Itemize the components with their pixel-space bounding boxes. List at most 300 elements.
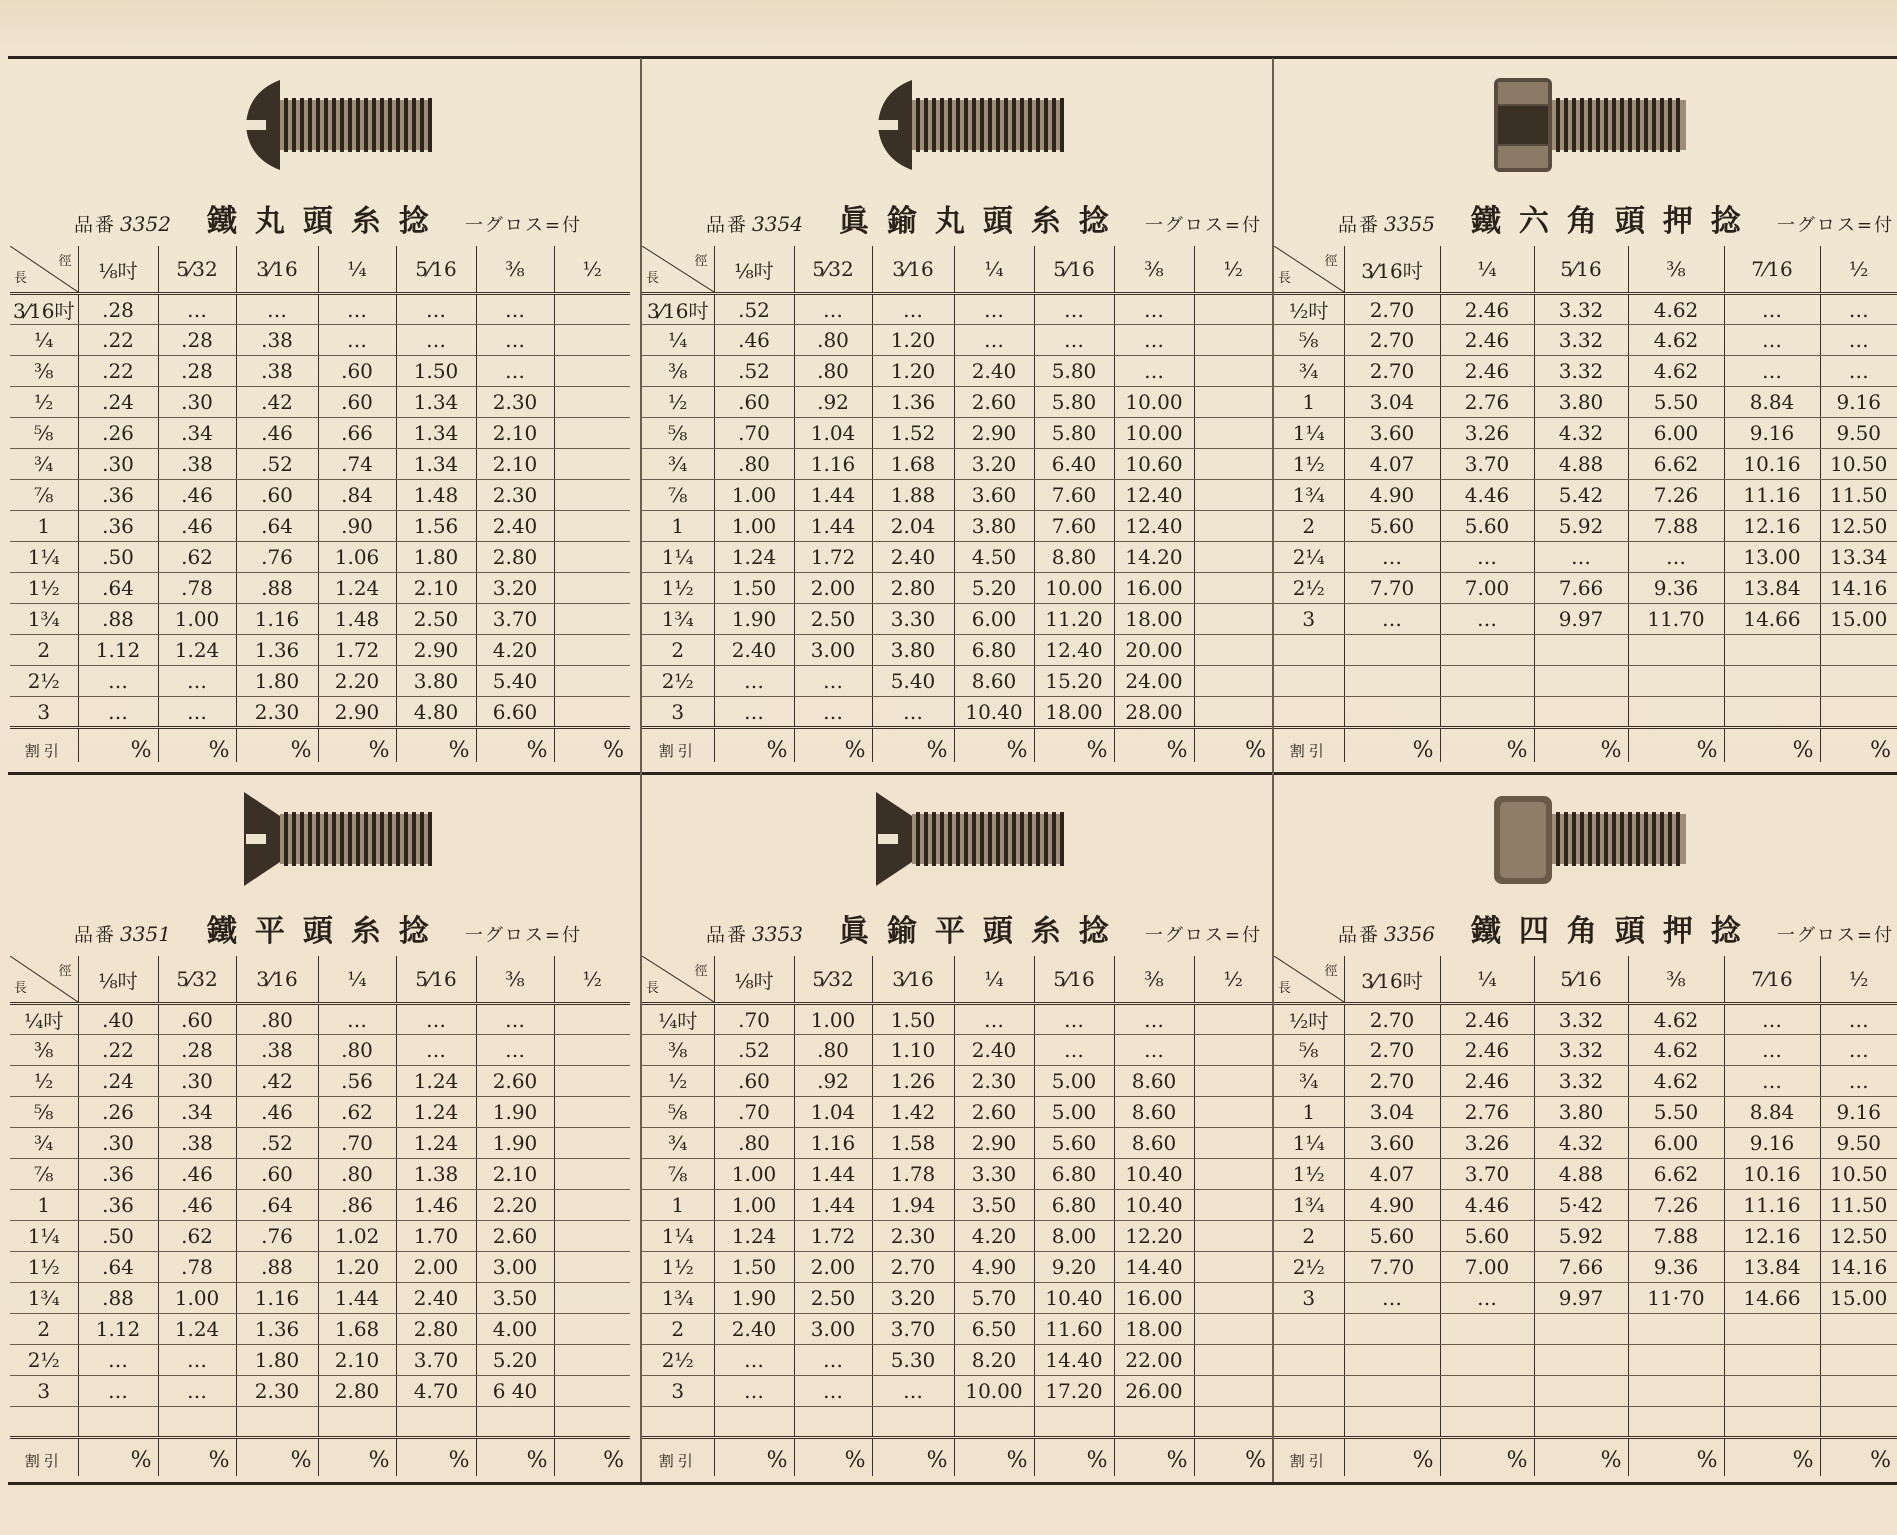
price-cell: .36 [78, 1190, 158, 1221]
price-cell: … [794, 1345, 872, 1376]
price-cell: 6.00 [1628, 418, 1724, 449]
discount-percent: % [1440, 728, 1534, 763]
price-cell: 3.60 [1344, 418, 1440, 449]
length-cell: ¼吋 [642, 1004, 714, 1035]
price-cell [1344, 1376, 1440, 1407]
table-row [642, 356, 1272, 387]
price-cell: 1.90 [476, 1097, 554, 1128]
length-cell: 2½ [1274, 1252, 1344, 1283]
price-cell: 10.50 [1820, 449, 1897, 480]
price-cell: 11·70 [1628, 1283, 1724, 1314]
discount-percent: % [236, 1438, 318, 1477]
corner-header [642, 956, 714, 1004]
price-cell: .60 [714, 387, 794, 418]
price-cell [1724, 1376, 1820, 1407]
part-number: 3353 [752, 922, 803, 946]
discount-percent: % [1344, 728, 1440, 763]
price-cell: 2.30 [236, 1376, 318, 1407]
price-cell: 7.00 [1440, 573, 1534, 604]
price-cell: .70 [714, 1097, 794, 1128]
price-cell [1194, 1283, 1272, 1314]
corner-header [1274, 246, 1344, 294]
price-cell: 12.50 [1820, 1221, 1897, 1252]
price-cell: 1.04 [794, 418, 872, 449]
price-cell: 1.00 [714, 1190, 794, 1221]
table-row [10, 1159, 630, 1190]
price-cell [714, 1407, 794, 1438]
discount-percent: % [1628, 1438, 1724, 1477]
table-row [642, 418, 1272, 449]
table-row [10, 1314, 630, 1345]
length-label: 長 [1278, 271, 1292, 286]
price-cell: … [476, 1004, 554, 1035]
discount-row [1274, 1438, 1897, 1477]
bottom-rule [8, 1482, 1897, 1485]
price-cell: … [318, 294, 396, 325]
price-cell: .22 [78, 325, 158, 356]
discount-label: 割引 [642, 1438, 714, 1477]
price-cell [1628, 1407, 1724, 1438]
length-cell: 2½ [1274, 573, 1344, 604]
price-cell: … [1034, 1004, 1114, 1035]
price-cell [554, 1252, 630, 1283]
price-cell: 18.00 [1114, 1314, 1194, 1345]
table-row [1274, 697, 1897, 728]
diameter-header: 3⁄16吋 [1344, 956, 1440, 1004]
price-cell: 2.46 [1440, 1035, 1534, 1066]
price-cell: … [1820, 1066, 1897, 1097]
price-cell [1724, 1345, 1820, 1376]
price-cell: 1.90 [476, 1128, 554, 1159]
price-cell: … [158, 1345, 236, 1376]
price-cell: 11.20 [1034, 604, 1114, 635]
price-cell [1194, 697, 1272, 728]
price-cell: … [954, 294, 1034, 325]
price-cell: 5.50 [1628, 387, 1724, 418]
price-cell [1194, 511, 1272, 542]
price-cell [1440, 1407, 1534, 1438]
product-name: 眞鍮平頭糸捻 [838, 914, 1127, 949]
price-cell: 5.60 [1440, 1221, 1534, 1252]
table-row [10, 1097, 630, 1128]
diameter-header: 5⁄16 [1034, 956, 1114, 1004]
price-cell: 2.46 [1440, 356, 1534, 387]
price-cell [158, 1407, 236, 1438]
product-name: 眞鍮丸頭糸捻 [838, 204, 1127, 239]
table-row [1274, 449, 1897, 480]
price-cell: .62 [158, 1221, 236, 1252]
price-cell: 10.16 [1724, 1159, 1820, 1190]
price-cell: 1.72 [318, 635, 396, 666]
price-cell [476, 1407, 554, 1438]
length-cell: 2 [1274, 1221, 1344, 1252]
length-cell: 1 [10, 1190, 78, 1221]
price-cell: .60 [236, 480, 318, 511]
discount-percent: % [476, 1438, 554, 1477]
price-cell: … [158, 1376, 236, 1407]
price-cell [554, 1159, 630, 1190]
price-cell [1034, 1407, 1114, 1438]
price-cell: 1.80 [236, 1345, 318, 1376]
price-cell: .46 [236, 418, 318, 449]
price-cell: 5.70 [954, 1283, 1034, 1314]
price-table [10, 956, 630, 1476]
price-cell: 8.60 [1114, 1066, 1194, 1097]
price-cell: 10.16 [1724, 449, 1820, 480]
price-cell: 14.66 [1724, 604, 1820, 635]
price-cell: 2.04 [872, 511, 954, 542]
discount-percent: % [872, 728, 954, 763]
price-cell: … [396, 294, 476, 325]
price-cell: 2.70 [1344, 1035, 1440, 1066]
price-cell [1194, 418, 1272, 449]
table-row [10, 325, 630, 356]
price-cell: … [1724, 325, 1820, 356]
price-cell: 10.40 [1034, 1283, 1114, 1314]
price-cell: … [1034, 325, 1114, 356]
price-cell: 4.20 [954, 1221, 1034, 1252]
price-cell: 2.40 [476, 511, 554, 542]
discount-percent: % [714, 1438, 794, 1477]
price-cell: 2.60 [476, 1066, 554, 1097]
discount-percent: % [554, 728, 630, 763]
price-cell: .64 [78, 573, 158, 604]
price-cell: .52 [236, 1128, 318, 1159]
table-row [10, 1376, 630, 1407]
diameter-header: ⅜ [1114, 246, 1194, 294]
length-cell: 1¼ [10, 1221, 78, 1252]
price-cell: .22 [78, 1035, 158, 1066]
price-cell: 9.36 [1628, 573, 1724, 604]
price-cell [554, 1314, 630, 1345]
price-cell: … [1114, 1035, 1194, 1066]
price-cell: 3.60 [954, 480, 1034, 511]
price-cell: 5.60 [1440, 511, 1534, 542]
price-cell [1194, 1004, 1272, 1035]
discount-row [642, 1438, 1272, 1477]
price-cell: .78 [158, 573, 236, 604]
price-cell [1534, 635, 1628, 666]
price-cell: 5.60 [1344, 511, 1440, 542]
price-cell: 1.58 [872, 1128, 954, 1159]
price-cell: 13.00 [1724, 542, 1820, 573]
price-table [1274, 246, 1897, 762]
discount-percent: % [1114, 1438, 1194, 1477]
price-cell: 1.46 [396, 1190, 476, 1221]
price-cell: … [1724, 1066, 1820, 1097]
price-cell: .52 [714, 356, 794, 387]
price-cell: 5.20 [476, 1345, 554, 1376]
price-cell: .34 [158, 1097, 236, 1128]
discount-label: 割引 [1274, 1438, 1344, 1477]
table-row [10, 480, 630, 511]
discount-percent: % [158, 1438, 236, 1477]
price-cell [1534, 1407, 1628, 1438]
length-label: 長 [14, 271, 28, 286]
price-cell: .36 [78, 480, 158, 511]
price-cell: .50 [78, 1221, 158, 1252]
length-cell: 1 [10, 511, 78, 542]
price-cell: … [396, 325, 476, 356]
price-cell [1820, 1376, 1897, 1407]
price-cell: 3.80 [1534, 387, 1628, 418]
price-cell: 8.20 [954, 1345, 1034, 1376]
top-rule [8, 56, 1897, 59]
length-cell: 3 [1274, 604, 1344, 635]
diameter-header: ⅛吋 [714, 956, 794, 1004]
price-cell: 2.30 [476, 480, 554, 511]
price-cell [1194, 573, 1272, 604]
price-cell: 3.32 [1534, 294, 1628, 325]
discount-percent: % [1440, 1438, 1534, 1477]
length-cell: 2½ [10, 1345, 78, 1376]
price-cell: … [236, 294, 318, 325]
length-cell: ¾ [1274, 356, 1344, 387]
price-cell: 4.62 [1628, 1004, 1724, 1035]
price-cell [1628, 635, 1724, 666]
price-cell: 9.20 [1034, 1252, 1114, 1283]
price-cell: .38 [236, 1035, 318, 1066]
table-row [1274, 511, 1897, 542]
price-cell: .28 [158, 1035, 236, 1066]
length-cell: 2½ [10, 666, 78, 697]
price-cell: 1.70 [396, 1221, 476, 1252]
diameter-header: 5⁄32 [158, 246, 236, 294]
price-cell: 2.46 [1440, 325, 1534, 356]
price-cell: 2.90 [396, 635, 476, 666]
price-cell: … [1440, 542, 1534, 573]
price-cell: … [1724, 294, 1820, 325]
table-row [10, 418, 630, 449]
price-cell: .62 [318, 1097, 396, 1128]
table-row [1274, 1314, 1897, 1345]
length-cell [1274, 1376, 1344, 1407]
price-cell: 3.20 [954, 449, 1034, 480]
price-cell: 14.16 [1820, 1252, 1897, 1283]
price-cell: .28 [158, 325, 236, 356]
price-cell: 5.50 [1628, 1097, 1724, 1128]
price-cell: 4.90 [954, 1252, 1034, 1283]
length-cell: 1¾ [10, 1283, 78, 1314]
table-row [1274, 1376, 1897, 1407]
price-cell: 20.00 [1114, 635, 1194, 666]
table-row [10, 1283, 630, 1314]
price-cell: 5.80 [1034, 356, 1114, 387]
price-cell: .80 [714, 449, 794, 480]
table-row [10, 511, 630, 542]
diameter-header: ½ [1820, 246, 1897, 294]
title-row [10, 906, 640, 950]
discount-label: 割引 [642, 728, 714, 763]
diameter-header: ½ [1194, 956, 1272, 1004]
price-cell: .60 [158, 1004, 236, 1035]
length-cell: ⅝ [642, 1097, 714, 1128]
price-cell: … [954, 1004, 1034, 1035]
price-cell: .62 [158, 542, 236, 573]
table-row [1274, 325, 1897, 356]
length-cell: ⅝ [642, 418, 714, 449]
price-cell: 15.20 [1034, 666, 1114, 697]
price-cell: 8.80 [1034, 542, 1114, 573]
length-cell [1274, 1407, 1344, 1438]
discount-label: 割引 [1274, 728, 1344, 763]
price-cell: … [1440, 1283, 1534, 1314]
table-row [10, 1190, 630, 1221]
diameter-header: ¼ [318, 956, 396, 1004]
price-cell: .24 [78, 387, 158, 418]
price-cell: .36 [78, 1159, 158, 1190]
price-cell [318, 1407, 396, 1438]
price-cell: 3.26 [1440, 1128, 1534, 1159]
part-number-label: 品番 [706, 924, 749, 946]
table-row [1274, 1159, 1897, 1190]
price-cell: .46 [158, 480, 236, 511]
price-cell: 4.80 [396, 697, 476, 728]
screw-hex-icon [1494, 70, 1694, 184]
price-cell: 4.90 [1344, 480, 1440, 511]
price-cell: 2.50 [396, 604, 476, 635]
price-cell [1194, 1190, 1272, 1221]
discount-percent: % [476, 728, 554, 763]
price-table [642, 956, 1272, 1476]
price-cell [554, 480, 630, 511]
price-cell [554, 1066, 630, 1097]
length-cell [1274, 635, 1344, 666]
diameter-header: ½ [1820, 956, 1897, 1004]
price-cell: 1.38 [396, 1159, 476, 1190]
price-cell: 9.97 [1534, 604, 1628, 635]
price-cell [1628, 666, 1724, 697]
price-cell: .66 [318, 418, 396, 449]
part-number: 3352 [120, 212, 171, 236]
table-row [1274, 1345, 1897, 1376]
price-cell: 1.34 [396, 418, 476, 449]
title-row [642, 196, 1272, 240]
table-row [10, 635, 630, 666]
corner-header [642, 246, 714, 294]
price-cell [1194, 1035, 1272, 1066]
price-cell: … [1440, 604, 1534, 635]
price-cell [1194, 1097, 1272, 1128]
price-cell: 1.72 [794, 542, 872, 573]
price-cell: 1.48 [318, 604, 396, 635]
discount-percent: % [236, 728, 318, 763]
diameter-header: 3⁄16 [236, 956, 318, 1004]
price-cell: 6.00 [1628, 1128, 1724, 1159]
screw-round-icon [240, 70, 440, 184]
length-cell: 3 [642, 1376, 714, 1407]
price-cell [1440, 697, 1534, 728]
price-cell: 3.30 [872, 604, 954, 635]
price-cell [1724, 635, 1820, 666]
length-cell: 1¼ [10, 542, 78, 573]
price-cell: 1.16 [794, 1128, 872, 1159]
price-cell: 6.80 [1034, 1190, 1114, 1221]
price-cell: 1.44 [794, 480, 872, 511]
price-cell: … [1820, 325, 1897, 356]
price-cell: .38 [158, 449, 236, 480]
price-cell: 2.80 [396, 1314, 476, 1345]
price-cell: 24.00 [1114, 666, 1194, 697]
price-cell: 4.32 [1534, 418, 1628, 449]
price-cell: 2.10 [318, 1345, 396, 1376]
price-cell: 7.66 [1534, 1252, 1628, 1283]
price-cell [1534, 1345, 1628, 1376]
price-cell: 2.80 [872, 573, 954, 604]
price-cell: 6.80 [954, 635, 1034, 666]
price-cell: 1.20 [872, 356, 954, 387]
table-row [642, 1128, 1272, 1159]
discount-label: 割引 [10, 1438, 78, 1477]
discount-percent: % [1534, 1438, 1628, 1477]
price-cell [1820, 1345, 1897, 1376]
price-cell: … [396, 1004, 476, 1035]
length-cell [10, 1407, 78, 1438]
diameter-header: ½ [554, 956, 630, 1004]
price-cell: 2.40 [954, 1035, 1034, 1066]
price-cell: 1.44 [318, 1283, 396, 1314]
price-cell: 1.80 [236, 666, 318, 697]
length-cell: 1½ [10, 1252, 78, 1283]
discount-percent: % [794, 728, 872, 763]
price-cell: 6.80 [1034, 1159, 1114, 1190]
price-cell: … [1034, 294, 1114, 325]
product-name: 鐵丸頭糸捻 [206, 204, 447, 239]
unit-note: 一グロス=付 [1776, 925, 1895, 946]
price-cell: .28 [158, 356, 236, 387]
price-cell: 1.50 [396, 356, 476, 387]
price-cell: 10.50 [1820, 1159, 1897, 1190]
price-cell [554, 635, 630, 666]
price-cell: .86 [318, 1190, 396, 1221]
price-cell: 4.62 [1628, 1066, 1724, 1097]
table-row [1274, 294, 1897, 325]
corner-header [1274, 956, 1344, 1004]
length-cell: 1 [1274, 387, 1344, 418]
price-cell [1628, 1376, 1724, 1407]
price-cell: 17.20 [1034, 1376, 1114, 1407]
price-cell: 2.40 [714, 635, 794, 666]
table-row [1274, 356, 1897, 387]
price-cell: 1.90 [714, 1283, 794, 1314]
price-cell: 1.12 [78, 635, 158, 666]
length-cell: 1¾ [642, 1283, 714, 1314]
price-cell: 2.00 [396, 1252, 476, 1283]
price-cell: 2.00 [794, 573, 872, 604]
price-cell: 3.26 [1440, 418, 1534, 449]
length-cell: 2 [10, 635, 78, 666]
unit-note: 一グロス=付 [1144, 215, 1263, 236]
price-cell: … [476, 1035, 554, 1066]
table-row [1274, 480, 1897, 511]
price-cell: … [872, 294, 954, 325]
diameter-header: 5⁄16 [1034, 246, 1114, 294]
price-cell [554, 1035, 630, 1066]
price-cell: … [1344, 604, 1440, 635]
price-cell: … [1114, 294, 1194, 325]
price-cell: 1.36 [236, 635, 318, 666]
price-cell: … [1724, 1035, 1820, 1066]
price-cell: 7.88 [1628, 511, 1724, 542]
price-cell: .88 [236, 573, 318, 604]
price-cell [1194, 1407, 1272, 1438]
price-cell: 2.10 [396, 573, 476, 604]
price-cell: .38 [158, 1128, 236, 1159]
table-row [1274, 1035, 1897, 1066]
price-cell: 6 40 [476, 1376, 554, 1407]
table-row [10, 1004, 630, 1035]
part-number: 3351 [120, 922, 171, 946]
